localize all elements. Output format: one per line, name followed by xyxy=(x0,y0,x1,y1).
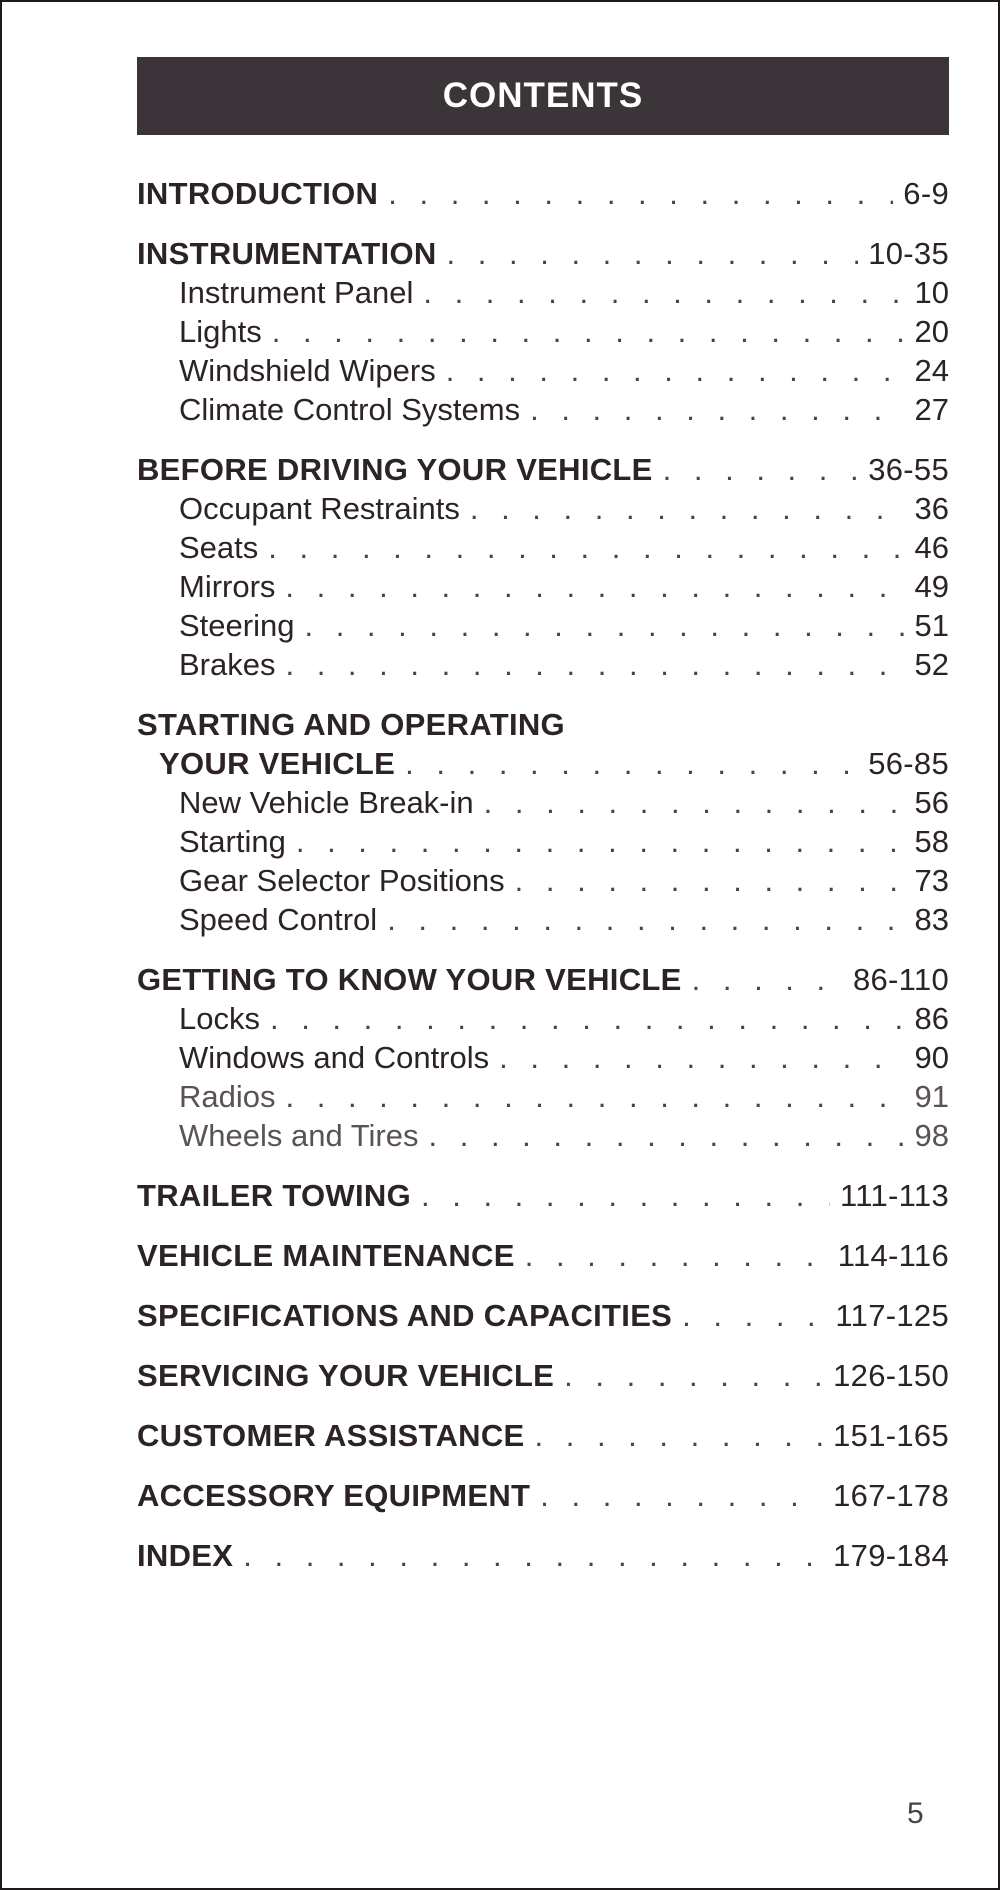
dot-leader xyxy=(447,234,859,273)
toc-entry-label: Occupant Restraints xyxy=(179,491,460,526)
toc-entry-page: 20 xyxy=(914,314,949,349)
toc-entry xyxy=(137,861,949,900)
toc-entry xyxy=(137,1038,949,1077)
page-title: CONTENTS xyxy=(442,76,644,115)
dot-leader xyxy=(270,999,905,1038)
toc-entry-label: Steering xyxy=(179,608,295,643)
section-heading xyxy=(137,1536,949,1575)
toc-entry xyxy=(137,390,949,429)
section-heading xyxy=(137,450,949,489)
section-heading-label: GETTING TO KNOW YOUR VEHICLE xyxy=(137,962,682,997)
section-heading-label: INTRODUCTION xyxy=(137,176,379,211)
dot-leader xyxy=(285,645,904,684)
dot-leader xyxy=(429,1116,905,1155)
section-heading-label: SPECIFICATIONS AND CAPACITIES xyxy=(137,1298,673,1333)
section-heading-page: 10-35 xyxy=(868,236,949,271)
section-heading xyxy=(137,1176,949,1215)
section-heading xyxy=(137,1296,949,1335)
section-heading-label: CUSTOMER ASSISTANCE xyxy=(137,1418,525,1453)
dot-leader xyxy=(692,960,843,999)
dot-leader xyxy=(525,1236,828,1275)
dot-leader xyxy=(272,312,905,351)
toc-entry xyxy=(137,822,949,861)
section-heading-label: VEHICLE MAINTENANCE xyxy=(137,1238,515,1273)
toc-section xyxy=(137,450,949,684)
toc-entry xyxy=(137,312,949,351)
section-heading xyxy=(137,234,949,273)
section-heading xyxy=(137,960,949,999)
toc-section xyxy=(137,1296,949,1335)
dot-leader xyxy=(387,900,904,939)
toc-entry xyxy=(137,567,949,606)
section-heading-label: ACCESSORY EQUIPMENT xyxy=(137,1478,531,1513)
toc-entry-page: 58 xyxy=(914,824,949,859)
toc-entry-label: Lights xyxy=(179,314,262,349)
toc-entry-page: 24 xyxy=(914,353,949,388)
toc-entry xyxy=(137,606,949,645)
toc-section xyxy=(137,1236,949,1275)
toc-entry-page: 91 xyxy=(914,1079,949,1114)
toc-entry-label: Starting xyxy=(179,824,286,859)
toc-entry-page: 56 xyxy=(914,785,949,820)
toc-entry-label: New Vehicle Break-in xyxy=(179,785,474,820)
toc-entry xyxy=(137,273,949,312)
dot-leader xyxy=(268,528,904,567)
toc-entry xyxy=(137,1116,949,1155)
dot-leader xyxy=(285,567,904,606)
dot-leader xyxy=(405,744,858,783)
dot-leader xyxy=(663,450,859,489)
section-heading xyxy=(137,744,949,783)
dot-leader xyxy=(535,1416,824,1455)
section-heading xyxy=(137,705,949,744)
toc-entry-label: Seats xyxy=(179,530,259,565)
toc-section xyxy=(137,234,949,429)
section-heading-label: INSTRUMENTATION xyxy=(137,236,437,271)
toc-entry-label: Wheels and Tires xyxy=(179,1118,419,1153)
toc-entry-label: Mirrors xyxy=(179,569,276,604)
section-heading xyxy=(137,1476,949,1515)
toc-entry-label: Windows and Controls xyxy=(179,1040,490,1075)
toc-section xyxy=(137,705,949,939)
toc-entry xyxy=(137,783,949,822)
dot-leader xyxy=(470,489,905,528)
toc-entry-page: 10 xyxy=(914,275,949,310)
dot-leader xyxy=(682,1296,825,1335)
toc-section xyxy=(137,1476,949,1515)
dot-leader xyxy=(421,1176,830,1215)
dot-leader xyxy=(499,1038,904,1077)
section-heading-page: 167-178 xyxy=(833,1478,949,1513)
toc-entry xyxy=(137,999,949,1038)
toc-entry-page: 86 xyxy=(914,1001,949,1036)
section-heading-page: 36-55 xyxy=(868,452,949,487)
toc-entry-page: 98 xyxy=(914,1118,949,1153)
toc-entry xyxy=(137,528,949,567)
section-heading-label: STARTING AND OPERATING xyxy=(137,707,565,742)
toc-entry xyxy=(137,489,949,528)
section-heading-page: 86-110 xyxy=(852,962,949,997)
toc-section xyxy=(137,960,949,1155)
section-heading xyxy=(137,1356,949,1395)
toc-section xyxy=(137,174,949,213)
section-heading xyxy=(137,1236,949,1275)
toc-section xyxy=(137,1416,949,1455)
table-of-contents xyxy=(137,174,949,1596)
toc-entry-label: Brakes xyxy=(179,647,276,682)
toc-entry-label: Gear Selector Positions xyxy=(179,863,505,898)
dot-leader xyxy=(515,861,905,900)
dot-leader xyxy=(564,1356,823,1395)
toc-entry-label: Locks xyxy=(179,1001,260,1036)
dot-leader xyxy=(530,390,904,429)
toc-entry-page: 90 xyxy=(914,1040,949,1075)
section-heading-page: 111-113 xyxy=(840,1178,949,1213)
section-heading-page: 114-116 xyxy=(837,1238,949,1273)
dot-leader xyxy=(286,1077,905,1116)
toc-entry-page: 46 xyxy=(914,530,949,565)
section-heading-page: 56-85 xyxy=(868,746,949,781)
toc-entry-page: 52 xyxy=(914,647,949,682)
toc-entry-label: Speed Control xyxy=(179,902,378,937)
dot-leader xyxy=(446,351,905,390)
toc-entry-label: Radios xyxy=(179,1079,276,1114)
toc-entry xyxy=(137,1077,949,1116)
dot-leader xyxy=(540,1476,823,1515)
page-number: 5 xyxy=(907,1797,924,1830)
dot-leader xyxy=(243,1536,823,1575)
toc-entry-page: 36 xyxy=(914,491,949,526)
section-heading-page: 6-9 xyxy=(903,176,949,211)
toc-section xyxy=(137,1176,949,1215)
section-heading-page: 126-150 xyxy=(833,1358,949,1393)
dot-leader xyxy=(296,822,905,861)
toc-entry-label: Instrument Panel xyxy=(179,275,414,310)
toc-entry-label: Climate Control Systems xyxy=(179,392,521,427)
toc-entry xyxy=(137,900,949,939)
section-heading-page: 179-184 xyxy=(833,1538,949,1573)
section-heading-label: YOUR VEHICLE xyxy=(159,746,396,781)
toc-entry xyxy=(137,351,949,390)
section-heading-page: 151-165 xyxy=(833,1418,949,1453)
toc-entry-label: Windshield Wipers xyxy=(179,353,436,388)
toc-entry-page: 83 xyxy=(914,902,949,937)
toc-entry xyxy=(137,645,949,684)
section-heading-label: BEFORE DRIVING YOUR VEHICLE xyxy=(137,452,653,487)
dot-leader xyxy=(484,783,905,822)
dot-leader xyxy=(304,606,904,645)
toc-section xyxy=(137,1356,949,1395)
toc-entry-page: 49 xyxy=(914,569,949,604)
section-heading xyxy=(137,174,949,213)
section-heading-page: 117-125 xyxy=(835,1298,949,1333)
toc-entry-page: 27 xyxy=(914,392,949,427)
toc-section xyxy=(137,1536,949,1575)
contents-header-bar xyxy=(137,57,949,135)
section-heading xyxy=(137,1416,949,1455)
section-heading-label: SERVICING YOUR VEHICLE xyxy=(137,1358,555,1393)
section-heading-label: INDEX xyxy=(137,1538,234,1573)
section-heading-label: TRAILER TOWING xyxy=(137,1178,411,1213)
dot-leader xyxy=(388,174,893,213)
dot-leader xyxy=(423,273,904,312)
toc-entry-page: 73 xyxy=(914,863,949,898)
toc-entry-page: 51 xyxy=(914,608,949,643)
